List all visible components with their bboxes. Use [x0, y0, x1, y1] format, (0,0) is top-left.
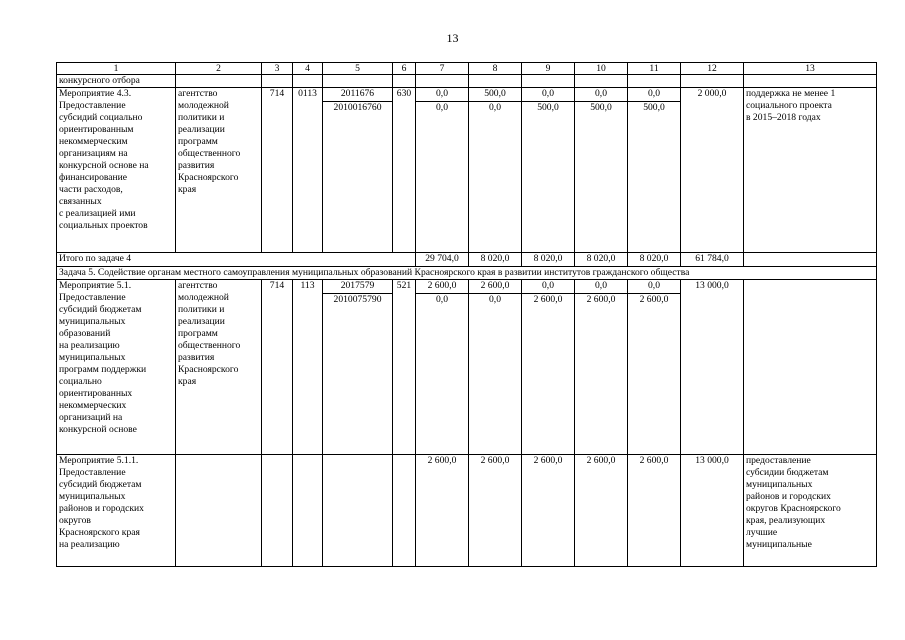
code-4: 0113 — [293, 88, 323, 253]
result-text: поддержка не менее 1 социального проекта в 2015–2018 годах — [744, 88, 877, 253]
value-top: 0,0 — [542, 88, 554, 99]
value-top: 2 600,0 — [480, 280, 510, 291]
event-title: Мероприятие 4.3. Предоставление субсидий социально ориентированным некоммерческим организациям на конкурсной основе на финансирование части расходов, связанных с реализацией ими социальных проектов — [57, 88, 176, 253]
code-3: 714 — [262, 280, 293, 455]
value-bottom: 500,0 — [575, 101, 627, 114]
continuation-row — [57, 75, 877, 88]
program-table — [56, 62, 877, 567]
value-top: 500,0 — [484, 88, 506, 99]
col-header: 3 — [262, 63, 293, 75]
total-value: 8 020,0 — [628, 253, 681, 267]
col-header: 8 — [469, 63, 522, 75]
code-5-bottom: 2010016760 — [323, 101, 392, 114]
col-header: 4 — [293, 63, 323, 75]
code-6: 630 — [393, 88, 416, 253]
value-bottom: 2 600,0 — [522, 293, 574, 306]
event-4-3-row — [57, 88, 877, 253]
col-header: 11 — [628, 63, 681, 75]
value-top: 0,0 — [648, 280, 660, 291]
value: 2 600,0 — [575, 455, 628, 567]
event-5-1-row — [57, 280, 877, 455]
value-bottom: 0,0 — [416, 101, 468, 114]
value-bottom: 0,0 — [469, 101, 521, 114]
col-header: 9 — [522, 63, 575, 75]
col-header: 6 — [393, 63, 416, 75]
value: 2 600,0 — [522, 455, 575, 567]
value: 2 600,0 — [416, 455, 469, 567]
code-5-top: 2017579 — [340, 280, 375, 291]
task-5-row — [57, 267, 877, 280]
event-5-1-1-row — [57, 455, 877, 567]
value: 2 600,0 — [469, 455, 522, 567]
value-bottom: 2 600,0 — [575, 293, 627, 306]
event-title: Мероприятие 5.1. Предоставление субсидий бюджетам муниципальных образований на реализацию муниципальных программ поддержки социально ориентированных некоммерческих организаций на конкурсной основе — [57, 280, 176, 455]
value-top: 0,0 — [595, 280, 607, 291]
total-value: 13 000,0 — [681, 280, 744, 455]
col-header: 10 — [575, 63, 628, 75]
code-3: 714 — [262, 88, 293, 253]
continuation-text: конкурсного отбора — [57, 75, 176, 88]
total-label: Итого по задаче 4 — [57, 253, 416, 267]
col-header: 12 — [681, 63, 744, 75]
code-5-bottom: 2010075790 — [323, 293, 392, 306]
task-heading: Задача 5. Содействие органам местного самоуправления муниципальных образований Красноярского края в развитии институтов гражданского общества — [57, 267, 877, 280]
total-value: 8 020,0 — [469, 253, 522, 267]
value-top: 2 600,0 — [427, 280, 457, 291]
value-bottom: 500,0 — [522, 101, 574, 114]
total-task-4-row — [57, 253, 877, 267]
result-text — [744, 280, 877, 455]
value-bottom: 2 600,0 — [628, 293, 680, 306]
value-top: 0,0 — [595, 88, 607, 99]
value-bottom: 0,0 — [469, 293, 521, 306]
total-value: 61 784,0 — [681, 253, 744, 267]
value-bottom: 500,0 — [628, 101, 680, 114]
page-number: 13 — [446, 31, 459, 45]
event-title: Мероприятие 5.1.1. Предоставление субсидий бюджетам муниципальных районов и городских округов Красноярского края на реализацию — [57, 455, 176, 567]
value-bottom: 0,0 — [416, 293, 468, 306]
code-4: 113 — [293, 280, 323, 455]
col-header: 5 — [323, 63, 393, 75]
agency: агентство молодежной политики и реализации программ общественного развития Красноярского края — [176, 280, 262, 455]
agency: агентство молодежной политики и реализации программ общественного развития Красноярского края — [176, 88, 262, 253]
total-value: 8 020,0 — [522, 253, 575, 267]
col-header: 1 — [57, 63, 176, 75]
code-5-top: 2011676 — [340, 88, 375, 99]
value-top: 0,0 — [436, 88, 448, 99]
col-header: 13 — [744, 63, 877, 75]
total-value: 29 704,0 — [416, 253, 469, 267]
col-header: 2 — [176, 63, 262, 75]
value-top: 0,0 — [542, 280, 554, 291]
value: 2 600,0 — [628, 455, 681, 567]
result-text: предоставление субсидии бюджетам муниципальных районов и городских округов Красноярского края, реализующих лучшие муниципальные — [744, 455, 877, 567]
header-row — [57, 63, 877, 75]
col-header: 7 — [416, 63, 469, 75]
code-6: 521 — [393, 280, 416, 455]
total-value: 13 000,0 — [681, 455, 744, 567]
value-top: 0,0 — [648, 88, 660, 99]
total-value: 8 020,0 — [575, 253, 628, 267]
total-value: 2 000,0 — [681, 88, 744, 253]
